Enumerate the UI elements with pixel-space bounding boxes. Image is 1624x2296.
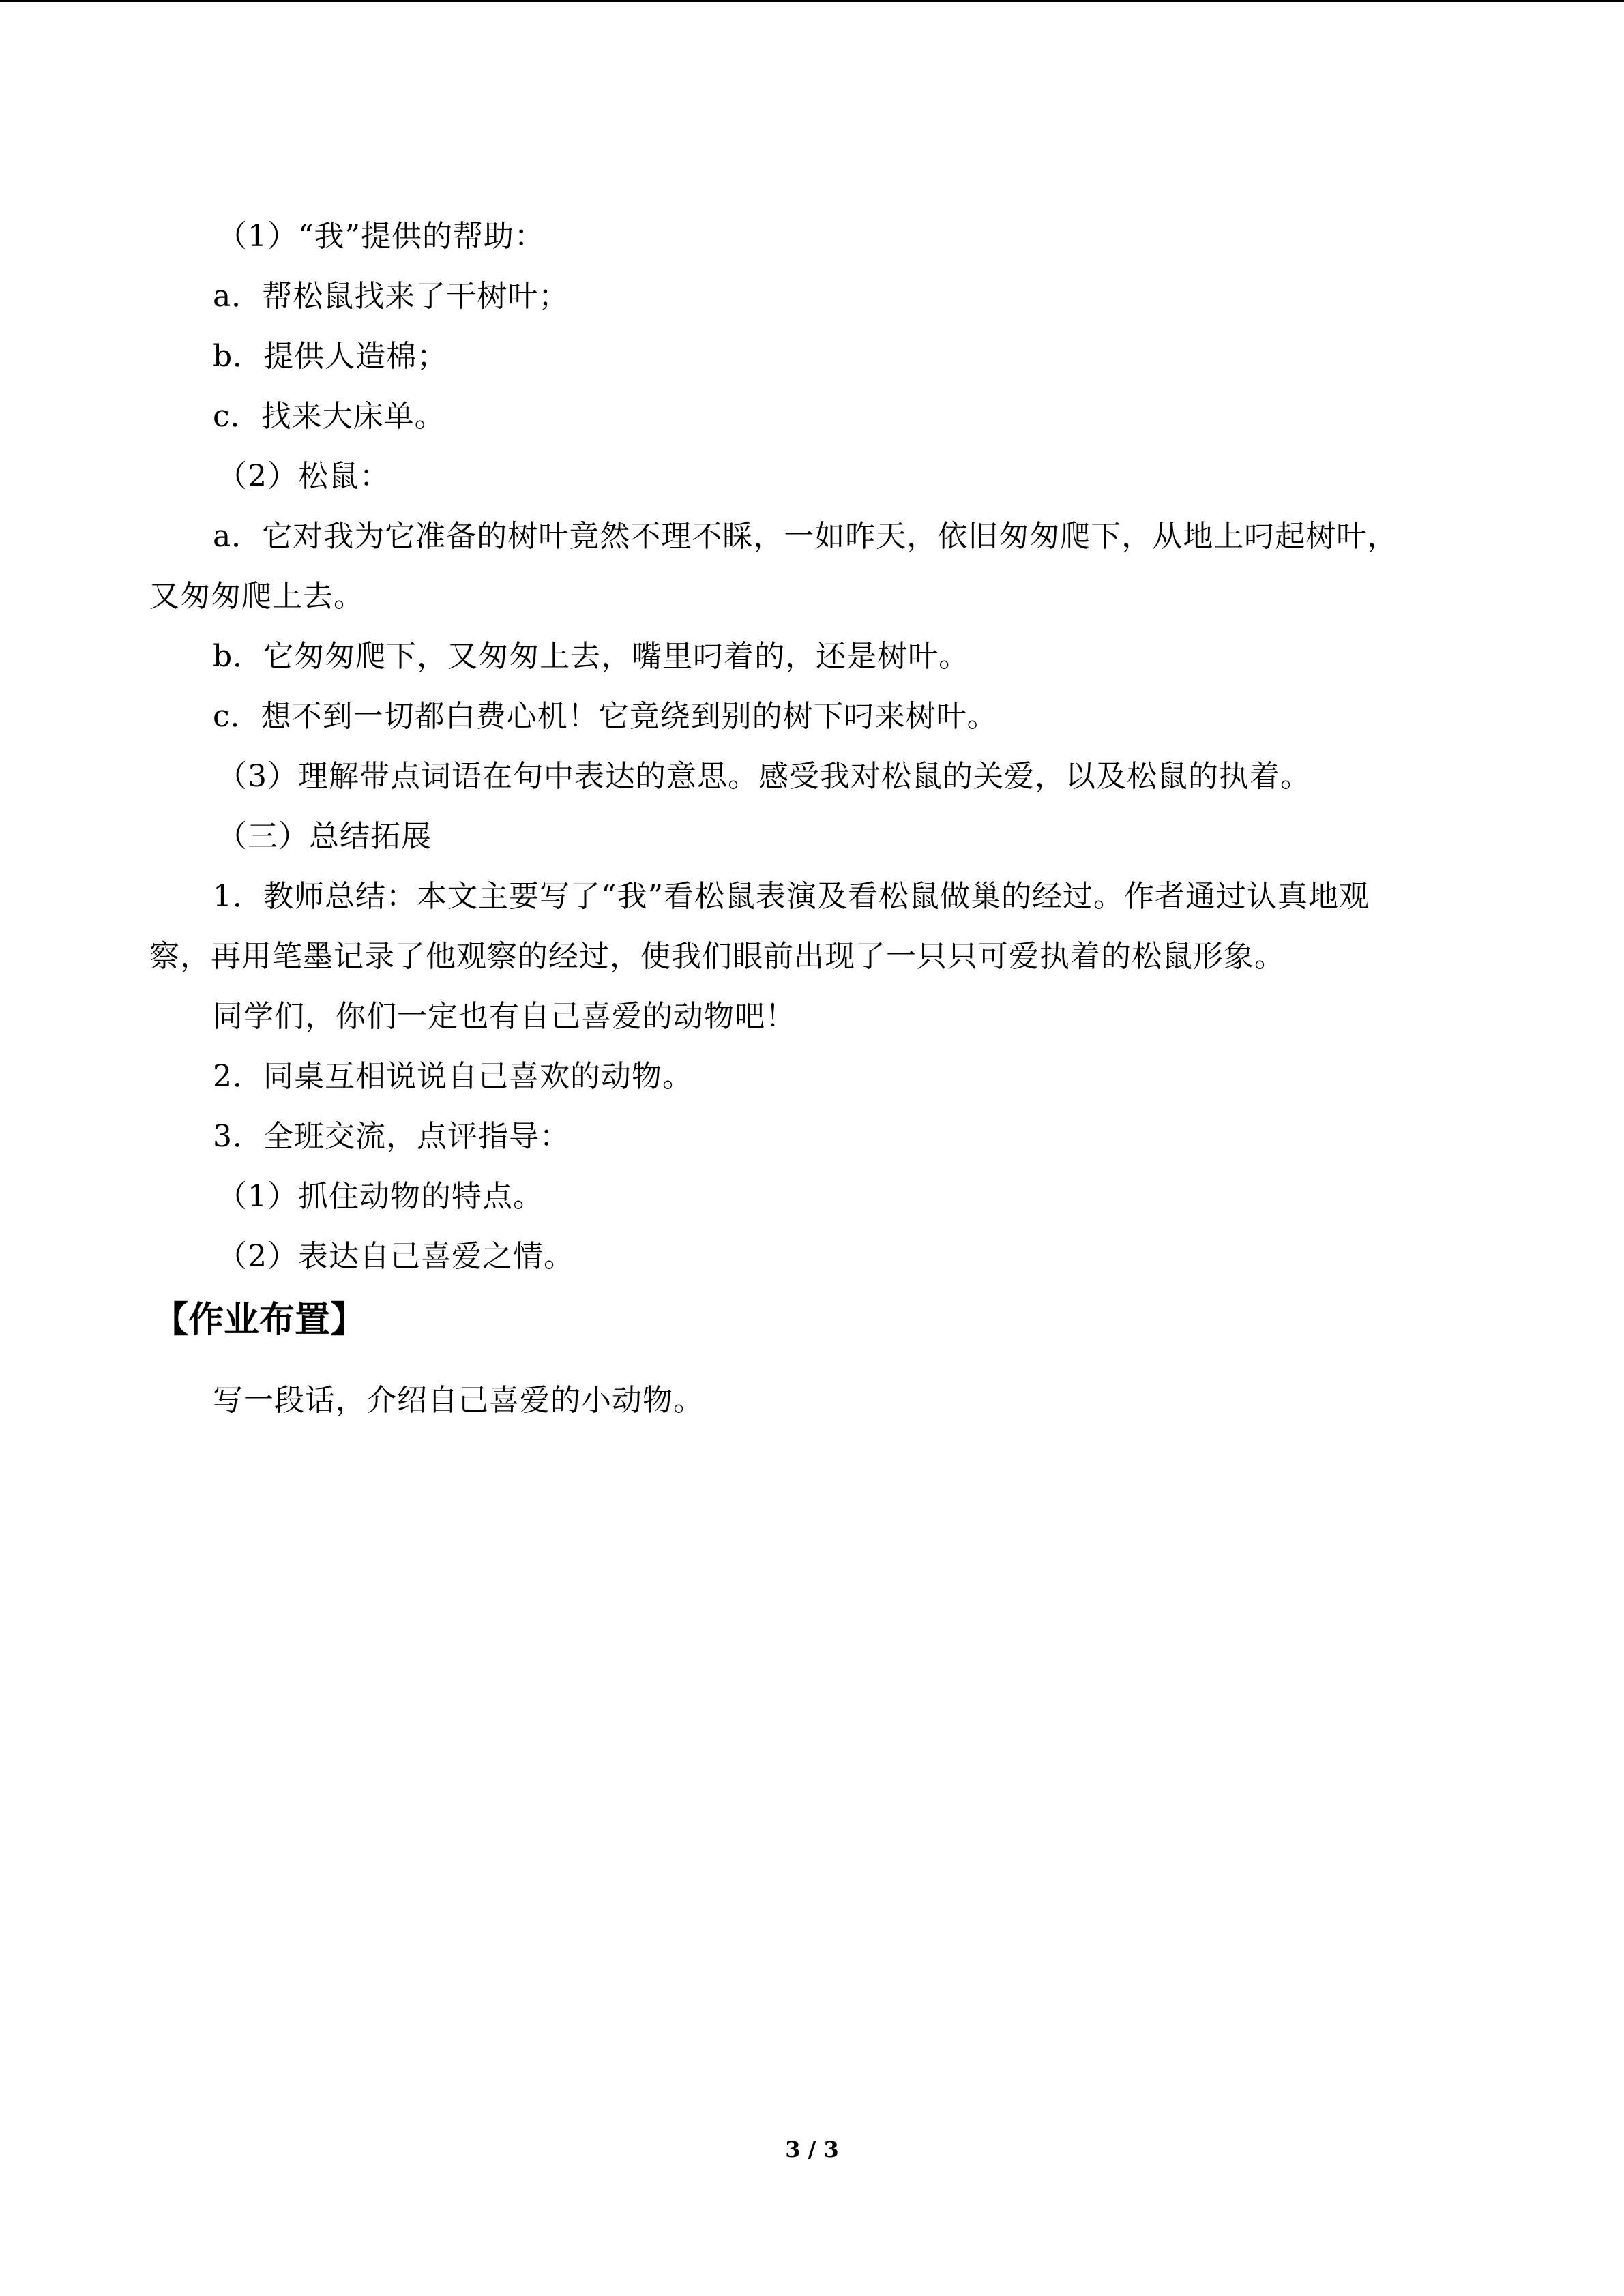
- text-line: （1）抓住动物的特点。: [217, 1179, 544, 1214]
- text-line: b．它匆匆爬下，又匆匆上去，嘴里叼着的，还是树叶。: [213, 639, 970, 674]
- text-line: 1．教师总结：本文主要写了“我”看松鼠表演及看松鼠做巢的经过。作者通过认真地观: [213, 879, 1370, 914]
- text-line: c．想不到一切都白费心机！它竟绕到别的树下叼来树叶。: [213, 699, 998, 734]
- text-line: （1）“我”提供的帮助：: [217, 219, 545, 254]
- text-line: b．提供人造棉；: [213, 339, 448, 374]
- text-line: 又匆匆爬上去。: [149, 579, 364, 614]
- text-line: c．找来大床单。: [213, 399, 445, 434]
- text-line: 2．同桌互相说说自己喜欢的动物。: [213, 1059, 693, 1094]
- text-line: （2）表达自己喜爱之情。: [217, 1239, 574, 1274]
- text-line: 同学们，你们一定也有自己喜爱的动物吧！: [213, 999, 796, 1034]
- text-line: 3．全班交流，点评指导：: [213, 1119, 570, 1154]
- text-line: a．它对我为它准备的树叶竟然不理不睬，一如昨天，依旧匆匆爬下，从地上叼起树叶，: [213, 519, 1398, 554]
- text-line: （3）理解带点词语在句中表达的意思。感受我对松鼠的关爱，以及松鼠的执着。: [217, 759, 1311, 794]
- homework-text: 写一段话，介绍自己喜爱的小动物。: [213, 1383, 704, 1418]
- text-line: a．帮松鼠找来了干树叶；: [213, 279, 570, 314]
- text-line: （三）总结拓展: [217, 819, 432, 854]
- text-line: 察，再用笔墨记录了他观察的经过，使我们眼前出现了一只只可爱执着的松鼠形象。: [149, 939, 1285, 974]
- page-number: 3 / 3: [785, 2136, 839, 2162]
- text-line: （2）松鼠：: [217, 459, 390, 494]
- homework-heading: 【作业布置】: [153, 1300, 366, 1341]
